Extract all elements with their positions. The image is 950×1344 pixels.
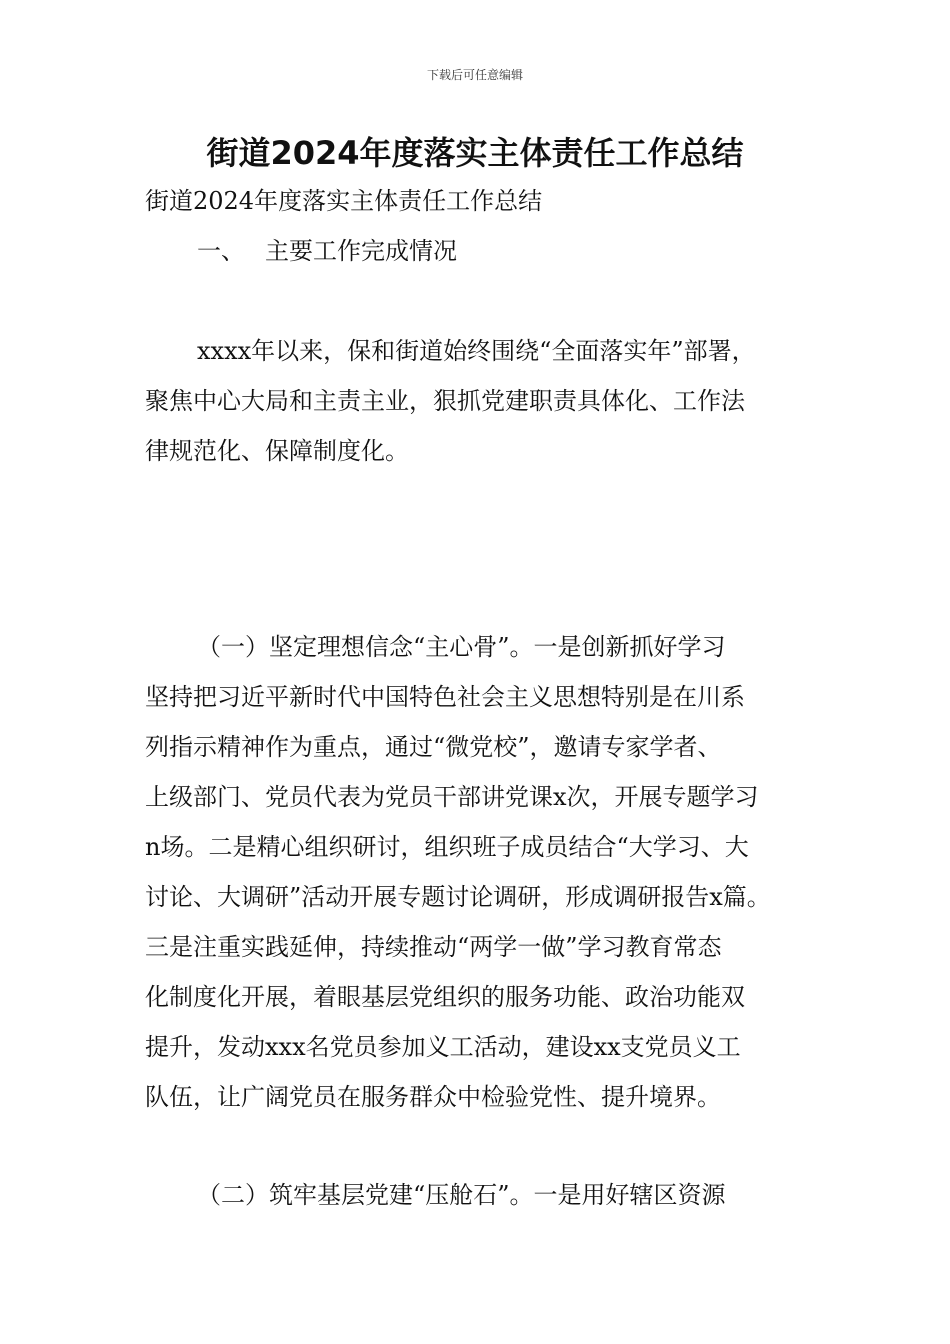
paragraph-line: 聚焦中心大局和主责主业，狠抓党建职责具体化、工作法 — [145, 387, 745, 415]
paragraph-2 — [145, 622, 835, 1122]
section-label: 主要工作完成情况 — [265, 237, 457, 265]
section-heading-1 — [197, 226, 887, 276]
paragraph-line: （二）筑牢基层党建“压舱石”。一是用好辖区资源 — [197, 1181, 726, 1209]
paragraph-1 — [145, 326, 835, 476]
paragraph-line: 讨论、大调研”活动开展专题讨论调研，形成调研报告x篇。 — [145, 883, 771, 911]
paragraph-line: 坚持把习近平新时代中国特色社会主义思想特别是在川系 — [145, 683, 745, 711]
paragraph-line: 上级部门、党员代表为党员干部讲党课x次，开展专题学习 — [145, 783, 759, 811]
paragraph-3 — [145, 1170, 835, 1220]
section-number: 一、 — [197, 237, 245, 265]
header-note: 下载后可任意编辑 — [426, 68, 523, 82]
document-title: 街道2024年度落实主体责任工作总结 — [206, 134, 744, 172]
paragraph-line: 律规范化、保障制度化。 — [145, 437, 409, 465]
document-subtitle: 街道2024年度落实主体责任工作总结 — [145, 187, 543, 215]
paragraph-line: 列指示精神作为重点，通过“微党校”，邀请专家学者、 — [145, 733, 722, 761]
paragraph-line: 三是注重实践延伸，持续推动“两学一做”学习教育常态 — [145, 933, 722, 961]
paragraph-line: 队伍，让广阔党员在服务群众中检验党性、提升境界。 — [145, 1083, 721, 1111]
paragraph-line: 提升，发动xxx名党员参加义工活动，建设xx支党员义工 — [145, 1033, 741, 1061]
paragraph-line: 化制度化开展，着眼基层党组织的服务功能、政治功能双 — [145, 983, 745, 1011]
paragraph-line: xxxx年以来，保和街道始终围绕“全面落实年”部署， — [197, 337, 756, 365]
paragraph-line: n场。二是精心组织研讨，组织班子成员结合“大学习、大 — [145, 833, 749, 861]
paragraph-line: （一）坚定理想信念“主心骨”。一是创新抓好学习 — [197, 633, 726, 661]
